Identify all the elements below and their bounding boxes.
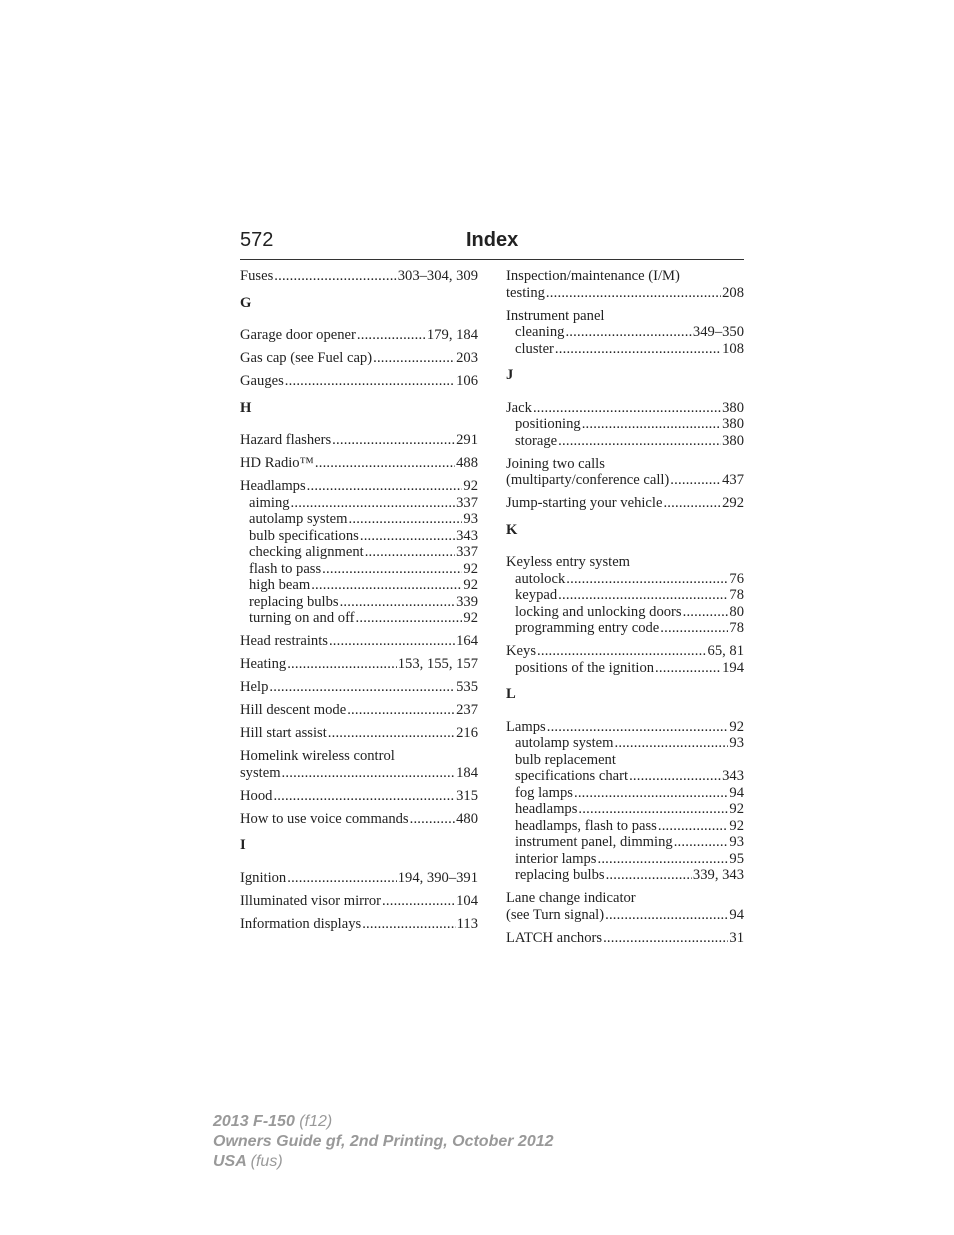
index-term: Hazard flashers <box>240 432 332 448</box>
index-page-ref: 94 <box>729 906 744 923</box>
index-page-ref: 303–304, 309 <box>397 268 478 284</box>
index-entry <box>240 268 478 285</box>
index-term: locking and unlocking doors <box>515 603 682 620</box>
index-term: Information displays <box>240 915 362 932</box>
dot-leader <box>629 768 721 785</box>
index-term: checking alignment <box>249 544 364 560</box>
dot-leader <box>574 785 728 802</box>
index-entry <box>240 725 478 742</box>
index-term: Keys <box>506 643 536 659</box>
index-page-ref: 93 <box>729 834 744 850</box>
index-page-ref: 108 <box>722 340 744 357</box>
dot-leader <box>582 416 721 433</box>
index-subentry <box>506 785 744 802</box>
index-entry <box>240 893 478 910</box>
index-page-ref: 92 <box>729 817 744 834</box>
index-page-ref: 65, 81 <box>707 643 744 659</box>
index-entry-line <box>240 327 478 344</box>
index-entry <box>240 811 478 828</box>
index-term: Fuses <box>240 268 274 284</box>
index-subentry <box>506 752 744 769</box>
index-letter-heading: G <box>240 294 252 311</box>
index-term: system <box>240 764 281 781</box>
index-letter-heading: I <box>240 837 246 853</box>
dot-leader <box>663 495 721 512</box>
index-term: programming entry code <box>515 620 660 636</box>
dot-leader <box>597 851 728 868</box>
index-entry-line <box>506 907 744 924</box>
dot-leader <box>660 620 728 637</box>
index-term: LATCH anchors <box>506 929 603 946</box>
dot-leader <box>410 811 456 828</box>
index-page-ref: 237 <box>456 702 478 718</box>
index-subentry <box>240 544 478 561</box>
dot-leader <box>658 818 729 835</box>
index-letter-heading: L <box>506 686 516 702</box>
index-subentry <box>506 416 744 433</box>
index-entry <box>506 456 744 489</box>
index-subentry <box>240 594 478 611</box>
dot-leader <box>349 511 463 528</box>
index-subentry <box>506 735 744 752</box>
index-subentry <box>506 620 744 637</box>
index-entry-line <box>506 554 744 571</box>
index-term: replacing bulbs <box>515 867 605 883</box>
index-subentry <box>506 571 744 588</box>
dot-leader <box>537 643 707 660</box>
index-page-ref: 480 <box>456 810 478 827</box>
index-entry-line <box>240 702 478 719</box>
dot-leader <box>578 801 728 818</box>
dot-leader <box>347 702 455 719</box>
index-entry <box>506 308 744 358</box>
index-term: Help <box>240 679 269 695</box>
footer-line-3 <box>213 1152 554 1172</box>
index-term: Heating <box>240 656 287 672</box>
index-page-ref: 92 <box>729 718 744 735</box>
index-entry <box>240 788 478 805</box>
dot-leader <box>558 587 728 604</box>
dot-leader <box>605 907 728 924</box>
index-page-ref: 216 <box>456 725 478 741</box>
index-page-ref: 184 <box>456 764 478 781</box>
footer-model-code: (f12) <box>299 1113 333 1130</box>
index-term: autolamp system <box>249 511 348 527</box>
index-term: testing <box>506 284 545 301</box>
index-entry-line <box>506 285 744 302</box>
index-page-ref: 78 <box>729 587 744 603</box>
index-page-ref: 203 <box>456 350 478 366</box>
index-term: Homelink wireless control <box>240 748 395 764</box>
index-page-ref: 349–350 <box>692 324 744 340</box>
index-term: Keyless entry system <box>506 554 631 570</box>
dot-leader <box>533 400 721 417</box>
index-letter-heading: K <box>506 521 518 538</box>
index-entry-line <box>506 400 744 417</box>
index-page-ref: 92 <box>463 610 478 626</box>
index-subentry <box>240 577 478 594</box>
index-subentry <box>240 511 478 528</box>
index-term: bulb replacement <box>515 751 616 768</box>
index-page-ref: 76 <box>729 570 744 587</box>
index-term: instrument panel, dimming <box>515 834 673 850</box>
index-page-ref: 343 <box>456 527 478 544</box>
index-subentry <box>240 561 478 578</box>
index-entry <box>240 679 478 696</box>
index-subentry <box>240 610 478 627</box>
index-page-ref: 535 <box>456 679 478 695</box>
dot-leader <box>329 633 455 650</box>
index-term: flash to pass <box>249 560 322 577</box>
index-subentry <box>506 867 744 884</box>
index-term: Gauges <box>240 373 284 389</box>
index-entry-line <box>506 719 744 736</box>
index-page-ref: 339 <box>456 593 478 610</box>
index-page-ref: 194, 390–391 <box>397 869 478 886</box>
index-letter-heading: J <box>506 367 514 383</box>
index-term: high beam <box>249 577 311 593</box>
dot-leader <box>606 867 692 884</box>
index-page-ref: 106 <box>456 373 478 389</box>
page-title: Index <box>466 229 519 251</box>
index-entry-line <box>240 870 478 887</box>
index-page-ref: 179, 184 <box>426 327 478 343</box>
dot-leader <box>547 719 729 736</box>
index-term: replacing bulbs <box>249 593 339 610</box>
index-term: Lamps <box>506 718 546 735</box>
index-entry <box>240 432 478 449</box>
index-entry <box>506 930 744 947</box>
index-term: Ignition <box>240 869 287 886</box>
index-subentry <box>506 818 744 835</box>
dot-leader <box>328 725 455 742</box>
index-page-ref: 153, 155, 157 <box>397 656 478 672</box>
index-entry <box>240 748 478 781</box>
index-term: turning on and off <box>249 610 355 626</box>
dot-leader <box>269 679 455 696</box>
index-subentry <box>506 587 744 604</box>
dot-leader <box>357 327 426 344</box>
index-subentry <box>506 433 744 450</box>
index-subentry <box>240 495 478 512</box>
index-entry-line <box>240 893 478 910</box>
index-subentry <box>506 604 744 621</box>
dot-leader <box>683 604 729 621</box>
index-page-ref: 208 <box>722 284 744 301</box>
index-subentry <box>506 851 744 868</box>
index-term: Headlamps <box>240 478 306 494</box>
index-page-ref: 343 <box>722 768 744 784</box>
index-term: cleaning <box>515 324 565 340</box>
index-entry <box>240 702 478 719</box>
index-entry-line <box>506 495 744 512</box>
index-term: Illuminated visor mirror <box>240 892 382 909</box>
index-subentry <box>506 768 744 785</box>
index-term: Gas cap (see Fuel cap) <box>240 350 373 366</box>
index-term: autolamp system <box>515 735 614 751</box>
index-entry <box>506 495 744 512</box>
index-term: fog lamps <box>515 784 573 801</box>
index-term: Hill descent mode <box>240 702 347 718</box>
index-term: positions of the ignition <box>515 659 655 676</box>
dot-leader <box>546 285 721 302</box>
index-page-ref: 291 <box>456 432 478 448</box>
index-page-ref: 94 <box>729 784 744 801</box>
footer-market-code: (fus) <box>250 1153 283 1170</box>
index-entry <box>506 643 744 676</box>
index-term: (see Turn signal) <box>506 906 605 923</box>
index-entry <box>240 327 478 344</box>
index-page-ref: 93 <box>729 735 744 751</box>
footer-market: USA <box>213 1153 247 1170</box>
index-subentry <box>240 528 478 545</box>
index-column-right <box>506 268 744 953</box>
index-page-ref: 292 <box>722 495 744 511</box>
index-page-ref: 194 <box>722 659 744 676</box>
index-page-ref: 337 <box>456 544 478 560</box>
index-term: bulb specifications <box>249 527 359 544</box>
index-entry-line <box>240 679 478 696</box>
index-entry <box>506 268 744 301</box>
index-term: aiming <box>249 494 290 511</box>
index-entry-line <box>240 432 478 449</box>
index-term: Joining two calls <box>506 455 605 472</box>
dot-leader <box>356 610 463 627</box>
index-column-left <box>240 268 478 939</box>
index-term: Jump-starting your vehicle <box>506 495 663 511</box>
index-term: How to use voice commands <box>240 810 409 827</box>
index-term: Jack <box>506 399 532 416</box>
index-entry <box>240 478 478 627</box>
index-page-ref: 31 <box>729 929 744 946</box>
index-page-ref: 78 <box>729 620 744 636</box>
index-entry-line <box>506 890 744 907</box>
header-rule <box>240 259 744 260</box>
index-page-ref: 95 <box>729 850 744 867</box>
index-page-ref: 380 <box>722 416 744 432</box>
index-page-ref: 92 <box>463 478 478 494</box>
index-entry-line <box>506 643 744 660</box>
dot-leader <box>285 373 455 390</box>
dot-leader <box>287 656 397 673</box>
index-entry-line <box>506 308 744 325</box>
dot-leader <box>273 788 455 805</box>
index-page-ref: 339, 343 <box>692 867 744 883</box>
index-entry <box>506 890 744 923</box>
index-entry-line <box>506 456 744 473</box>
index-page-ref: 104 <box>456 892 478 909</box>
index-page-ref: 380 <box>722 399 744 416</box>
index-term: Hill start assist <box>240 725 327 741</box>
index-page-ref: 380 <box>722 432 744 449</box>
index-term: headlamps <box>515 801 578 817</box>
index-entry-line <box>240 811 478 828</box>
index-term: keypad <box>515 587 558 603</box>
index-entry-line <box>240 478 478 495</box>
dot-leader <box>282 765 456 782</box>
dot-leader <box>674 834 729 851</box>
dot-leader <box>360 528 455 545</box>
index-term: HD Radio™ <box>240 455 314 471</box>
page-number: 572 <box>240 229 274 251</box>
dot-leader <box>382 893 455 910</box>
index-term: positioning <box>515 416 581 432</box>
index-term: headlamps, flash to pass <box>515 817 657 834</box>
index-entry-line <box>240 268 478 285</box>
page-footer <box>213 1112 554 1172</box>
index-entry <box>240 870 478 887</box>
index-entry <box>506 719 744 884</box>
index-entry <box>240 916 478 933</box>
index-entry <box>240 656 478 673</box>
index-subentry <box>506 834 744 851</box>
index-page-ref: 80 <box>729 603 744 620</box>
index-entry-line <box>240 765 478 782</box>
dot-leader <box>340 594 456 611</box>
index-entry-line <box>240 748 478 765</box>
index-term: specifications chart <box>515 768 629 784</box>
dot-leader <box>566 571 728 588</box>
dot-leader <box>558 433 721 450</box>
index-entry-line <box>240 455 478 472</box>
index-subentry <box>506 660 744 677</box>
index-page-ref: 92 <box>463 560 478 577</box>
index-page-ref: 164 <box>456 633 478 649</box>
dot-leader <box>655 660 721 677</box>
index-term: Garage door opener <box>240 327 356 343</box>
index-page-ref: 93 <box>463 511 478 527</box>
index-term: autolock <box>515 570 566 587</box>
index-page-ref: 337 <box>456 494 478 511</box>
footer-line-1 <box>213 1112 554 1132</box>
dot-leader <box>373 350 455 367</box>
index-term: Hood <box>240 787 273 804</box>
dot-leader <box>311 577 462 594</box>
index-term: storage <box>515 432 558 449</box>
dot-leader <box>565 324 691 341</box>
dot-leader <box>555 341 721 358</box>
footer-model: 2013 F-150 <box>213 1113 295 1130</box>
index-term: (multiparty/conference call) <box>506 472 670 488</box>
dot-leader <box>307 478 463 495</box>
dot-leader <box>670 472 721 489</box>
dot-leader <box>287 870 397 887</box>
index-page-ref: 92 <box>729 801 744 817</box>
index-entry <box>506 400 744 450</box>
index-entry-line <box>240 656 478 673</box>
dot-leader <box>315 455 455 472</box>
index-entry-line <box>240 788 478 805</box>
index-entry-line <box>506 472 744 489</box>
dot-leader <box>291 495 456 512</box>
index-subentry <box>506 801 744 818</box>
index-entry-line <box>506 268 744 285</box>
index-entry-line <box>240 725 478 742</box>
index-term: interior lamps <box>515 850 597 867</box>
index-entry-line <box>240 633 478 650</box>
index-letter-heading: H <box>240 399 252 416</box>
index-entry <box>240 455 478 472</box>
index-entry-line <box>240 373 478 390</box>
index-page-ref: 488 <box>456 455 478 471</box>
dot-leader <box>365 544 455 561</box>
index-entry <box>240 633 478 650</box>
index-entry-line <box>240 916 478 933</box>
dot-leader <box>603 930 728 947</box>
index-page-ref: 92 <box>463 577 478 593</box>
index-subentry <box>506 341 744 358</box>
dot-leader <box>615 735 729 752</box>
index-term: Head restraints <box>240 633 328 649</box>
index-entry <box>240 373 478 390</box>
dot-leader <box>274 268 396 285</box>
footer-line-2: Owners Guide gf, 2nd Printing, October 2012 <box>213 1133 554 1150</box>
index-entry-line <box>506 930 744 947</box>
index-entry <box>240 350 478 367</box>
index-page-ref: 113 <box>456 915 478 932</box>
index-term: Instrument panel <box>506 307 605 324</box>
dot-leader <box>322 561 462 578</box>
index-term: Inspection/maintenance (I/M) <box>506 268 680 284</box>
index-subentry <box>506 324 744 341</box>
dot-leader <box>362 916 455 933</box>
index-page-ref: 437 <box>722 472 744 488</box>
dot-leader <box>332 432 455 449</box>
index-term: cluster <box>515 340 554 357</box>
index-entry-line <box>240 350 478 367</box>
index-page-ref: 315 <box>456 787 478 804</box>
index-entry <box>506 554 744 637</box>
index-term: Lane change indicator <box>506 890 636 906</box>
